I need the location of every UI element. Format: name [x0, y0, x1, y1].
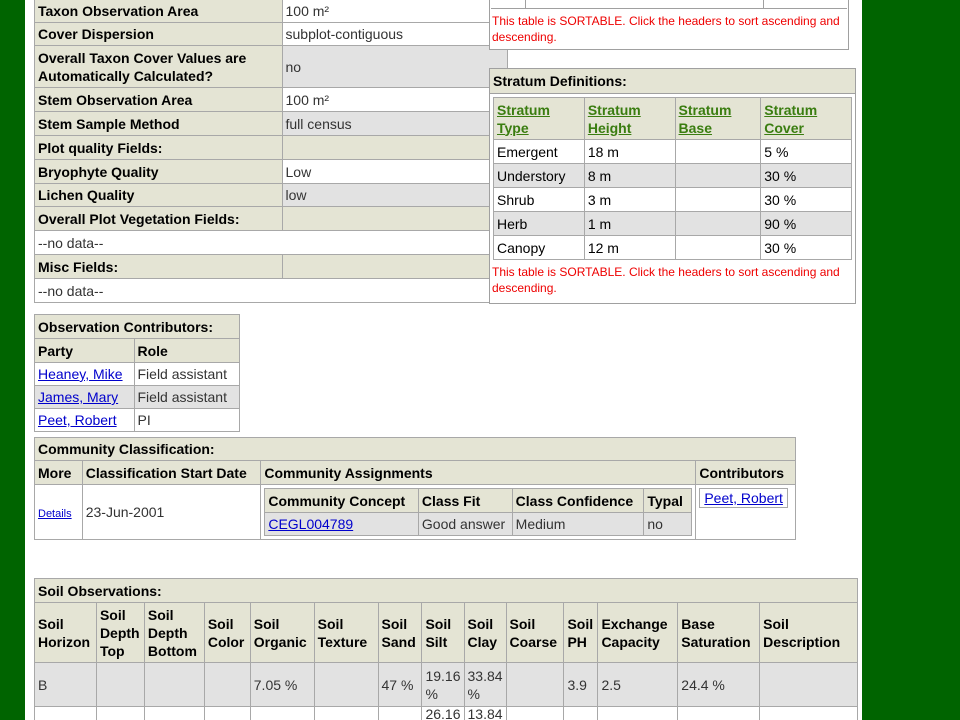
plot-fields-table	[34, 0, 508, 303]
contributors-header: Contributors	[696, 461, 796, 485]
party-link[interactable]: Heaney, Mike	[38, 366, 123, 382]
stratum-base	[675, 188, 761, 212]
section-title: Misc Fields:	[35, 255, 283, 279]
section-header-row	[35, 255, 508, 279]
class-confidence-header: Class Confidence	[512, 489, 644, 513]
section-title-filler	[282, 255, 508, 279]
field-label: Taxon Observation Area	[35, 0, 283, 23]
role-cell: Field assistant	[134, 363, 240, 386]
table-row	[35, 279, 508, 303]
field-label: Stem Sample Method	[35, 112, 283, 136]
header-row	[35, 461, 796, 485]
table-row	[35, 88, 508, 112]
soil-clay-header: Soil Clay	[464, 603, 506, 663]
table-row	[35, 386, 240, 409]
field-value: no	[282, 46, 508, 88]
contributors-table	[34, 314, 240, 432]
soil-depth-bottom	[144, 663, 204, 707]
base-saturation: 24.4 %	[678, 663, 760, 707]
class-fit-cell: Good answer	[418, 513, 512, 536]
stratum-cover: 30 %	[761, 164, 852, 188]
concept-cell	[265, 513, 419, 536]
table-row	[494, 212, 852, 236]
table-row	[494, 140, 852, 164]
table-row	[35, 231, 508, 255]
class-fit-header: Class Fit	[418, 489, 512, 513]
more-header: More	[35, 461, 83, 485]
stratum-header-row	[494, 98, 852, 140]
no-data-text: --no data--	[35, 231, 508, 255]
soil-clay: 13.84	[464, 707, 506, 720]
stratum-type: Emergent	[494, 140, 585, 164]
typal-header: Typal	[644, 489, 692, 513]
concept-header: Community Concept	[265, 489, 419, 513]
assignments-cell	[261, 485, 696, 540]
role-cell: Field assistant	[134, 386, 240, 409]
table-col-edge	[763, 0, 764, 8]
field-value: 100 m²	[282, 0, 508, 23]
stratum-height: 18 m	[584, 140, 675, 164]
header-row	[35, 603, 858, 663]
stratum-panel	[489, 68, 856, 304]
details-link[interactable]: Details	[38, 508, 72, 520]
soil-description	[760, 663, 858, 707]
contributor-link[interactable]: Peet, Robert	[704, 490, 783, 506]
stratum-base	[675, 140, 761, 164]
page	[25, 0, 862, 720]
party-link[interactable]: James, Mary	[38, 389, 119, 405]
contributors-title: Observation Contributors:	[35, 315, 240, 339]
section-title-filler	[282, 207, 508, 231]
field-label: Bryophyte Quality	[35, 160, 283, 184]
sort-header-cover[interactable]	[761, 98, 852, 140]
field-label: Lichen Quality	[35, 184, 283, 207]
stratum-sortable-note: This table is SORTABLE. Click the headers to sort ascending and descending.	[492, 265, 840, 295]
party-header: Party	[35, 339, 135, 363]
table-row	[35, 363, 240, 386]
stratum-base	[675, 212, 761, 236]
stratum-base	[675, 236, 761, 260]
stratum-base	[675, 164, 761, 188]
stratum-cover-header-link[interactable]: Stratum Cover	[764, 101, 818, 136]
soil-texture-header: Soil Texture	[314, 603, 378, 663]
table-row	[35, 184, 508, 207]
table-row	[35, 23, 508, 46]
concept-link[interactable]: CEGL004789	[268, 516, 354, 532]
field-label: Cover Dispersion	[35, 23, 283, 46]
sort-header-type[interactable]	[494, 98, 585, 140]
table-row	[35, 112, 508, 136]
soil-ph: 3.9	[564, 663, 598, 707]
stratum-type: Shrub	[494, 188, 585, 212]
soil-coarse-header: Soil Coarse	[506, 603, 564, 663]
stratum-cover: 30 %	[761, 236, 852, 260]
stratum-height: 1 m	[584, 212, 675, 236]
section-title: Overall Plot Vegetation Fields:	[35, 207, 283, 231]
stratum-cover: 30 %	[761, 188, 852, 212]
soil-depth-top	[96, 663, 144, 707]
section-title: Plot quality Fields:	[35, 136, 283, 160]
soil-silt: 26.16	[422, 707, 464, 720]
contributor-cell	[696, 485, 796, 540]
field-value: 100 m²	[282, 88, 508, 112]
stratum-height: 12 m	[584, 236, 675, 260]
soil-sand-header: Soil Sand	[378, 603, 422, 663]
sort-header-height[interactable]	[584, 98, 675, 140]
field-value: subplot-contiguous	[282, 23, 508, 46]
table-row	[494, 164, 852, 188]
field-label: Overall Taxon Cover Values are Automatically Calculated?	[35, 46, 283, 88]
table-col-edge	[525, 0, 526, 8]
base-saturation-header: Base Saturation	[678, 603, 760, 663]
field-value: Low	[282, 160, 508, 184]
section-header-row	[35, 207, 508, 231]
soil-silt-header: Soil Silt	[422, 603, 464, 663]
section-header-row	[35, 579, 858, 603]
details-cell	[35, 485, 83, 540]
field-value: low	[282, 184, 508, 207]
stratum-height: 8 m	[584, 164, 675, 188]
soil-horizon: B	[35, 663, 97, 707]
typal-cell: no	[644, 513, 692, 536]
section-header-row	[35, 315, 240, 339]
assignments-table	[264, 488, 692, 536]
header-row	[35, 339, 240, 363]
section-header-row	[35, 136, 508, 160]
soil-title: Soil Observations:	[35, 579, 858, 603]
role-header: Role	[134, 339, 240, 363]
table-bottom-edge	[491, 0, 847, 9]
soil-coarse	[506, 663, 564, 707]
field-value: full census	[282, 112, 508, 136]
soil-ph-header: Soil PH	[564, 603, 598, 663]
table-row	[35, 663, 858, 707]
soil-color-header: Soil Color	[204, 603, 250, 663]
soil-organic: 7.05 %	[250, 663, 314, 707]
table-row	[494, 236, 852, 260]
soil-organic-header: Soil Organic	[250, 603, 314, 663]
table-row	[35, 409, 240, 432]
stratum-type: Herb	[494, 212, 585, 236]
table-row	[35, 485, 796, 540]
soil-texture	[314, 663, 378, 707]
soil-horizon-header: Soil Horizon	[35, 603, 97, 663]
header-row	[265, 489, 692, 513]
community-title: Community Classification:	[35, 438, 796, 461]
exchange-capacity-header: Exchange Capacity	[598, 603, 678, 663]
contributor-box	[699, 488, 788, 508]
no-data-text: --no data--	[35, 279, 508, 303]
table-row	[35, 0, 508, 23]
table-row	[494, 188, 852, 212]
sort-header-base[interactable]	[675, 98, 761, 140]
table-row	[35, 707, 858, 720]
soil-depth-bottom-header: Soil Depth Bottom	[144, 603, 204, 663]
soil-silt: 19.16 %	[422, 663, 464, 707]
stratum-type: Understory	[494, 164, 585, 188]
community-table	[34, 437, 796, 540]
stratum-base-header-link[interactable]: Stratum Base	[678, 101, 732, 136]
class-confidence-cell: Medium	[512, 513, 644, 536]
table-row	[35, 46, 508, 88]
start-date-header: Classification Start Date	[82, 461, 261, 485]
soil-description-header: Soil Description	[760, 603, 858, 663]
exchange-capacity: 2.5	[598, 663, 678, 707]
soil-sand: 47 %	[378, 663, 422, 707]
stratum-type: Canopy	[494, 236, 585, 260]
table-row	[35, 160, 508, 184]
soil-color	[204, 663, 250, 707]
start-date-cell: 23-Jun-2001	[82, 485, 261, 540]
party-cell	[35, 363, 135, 386]
party-cell	[35, 409, 135, 432]
stratum-table	[493, 97, 852, 260]
section-title-filler	[282, 136, 508, 160]
stratum-type-header-link[interactable]: Stratum Type	[497, 101, 550, 136]
role-cell: PI	[134, 409, 240, 432]
soil-clay: 33.84 %	[464, 663, 506, 707]
stratum-cover: 5 %	[761, 140, 852, 164]
table-row	[265, 513, 692, 536]
assignments-header: Community Assignments	[261, 461, 696, 485]
stratum-height: 3 m	[584, 188, 675, 212]
party-link[interactable]: Peet, Robert	[38, 412, 117, 428]
field-label: Stem Observation Area	[35, 88, 283, 112]
section-header-row	[35, 438, 796, 461]
soil-depth-top-header: Soil Depth Top	[96, 603, 144, 663]
sortable-note: This table is SORTABLE. Click the headers to sort ascending and descending.	[492, 14, 840, 44]
party-cell	[35, 386, 135, 409]
stratum-height-header-link[interactable]: Stratum Height	[587, 101, 641, 136]
soil-table	[34, 578, 858, 720]
stratum-cover: 90 %	[761, 212, 852, 236]
stratum-title: Stratum Definitions:	[490, 69, 855, 94]
